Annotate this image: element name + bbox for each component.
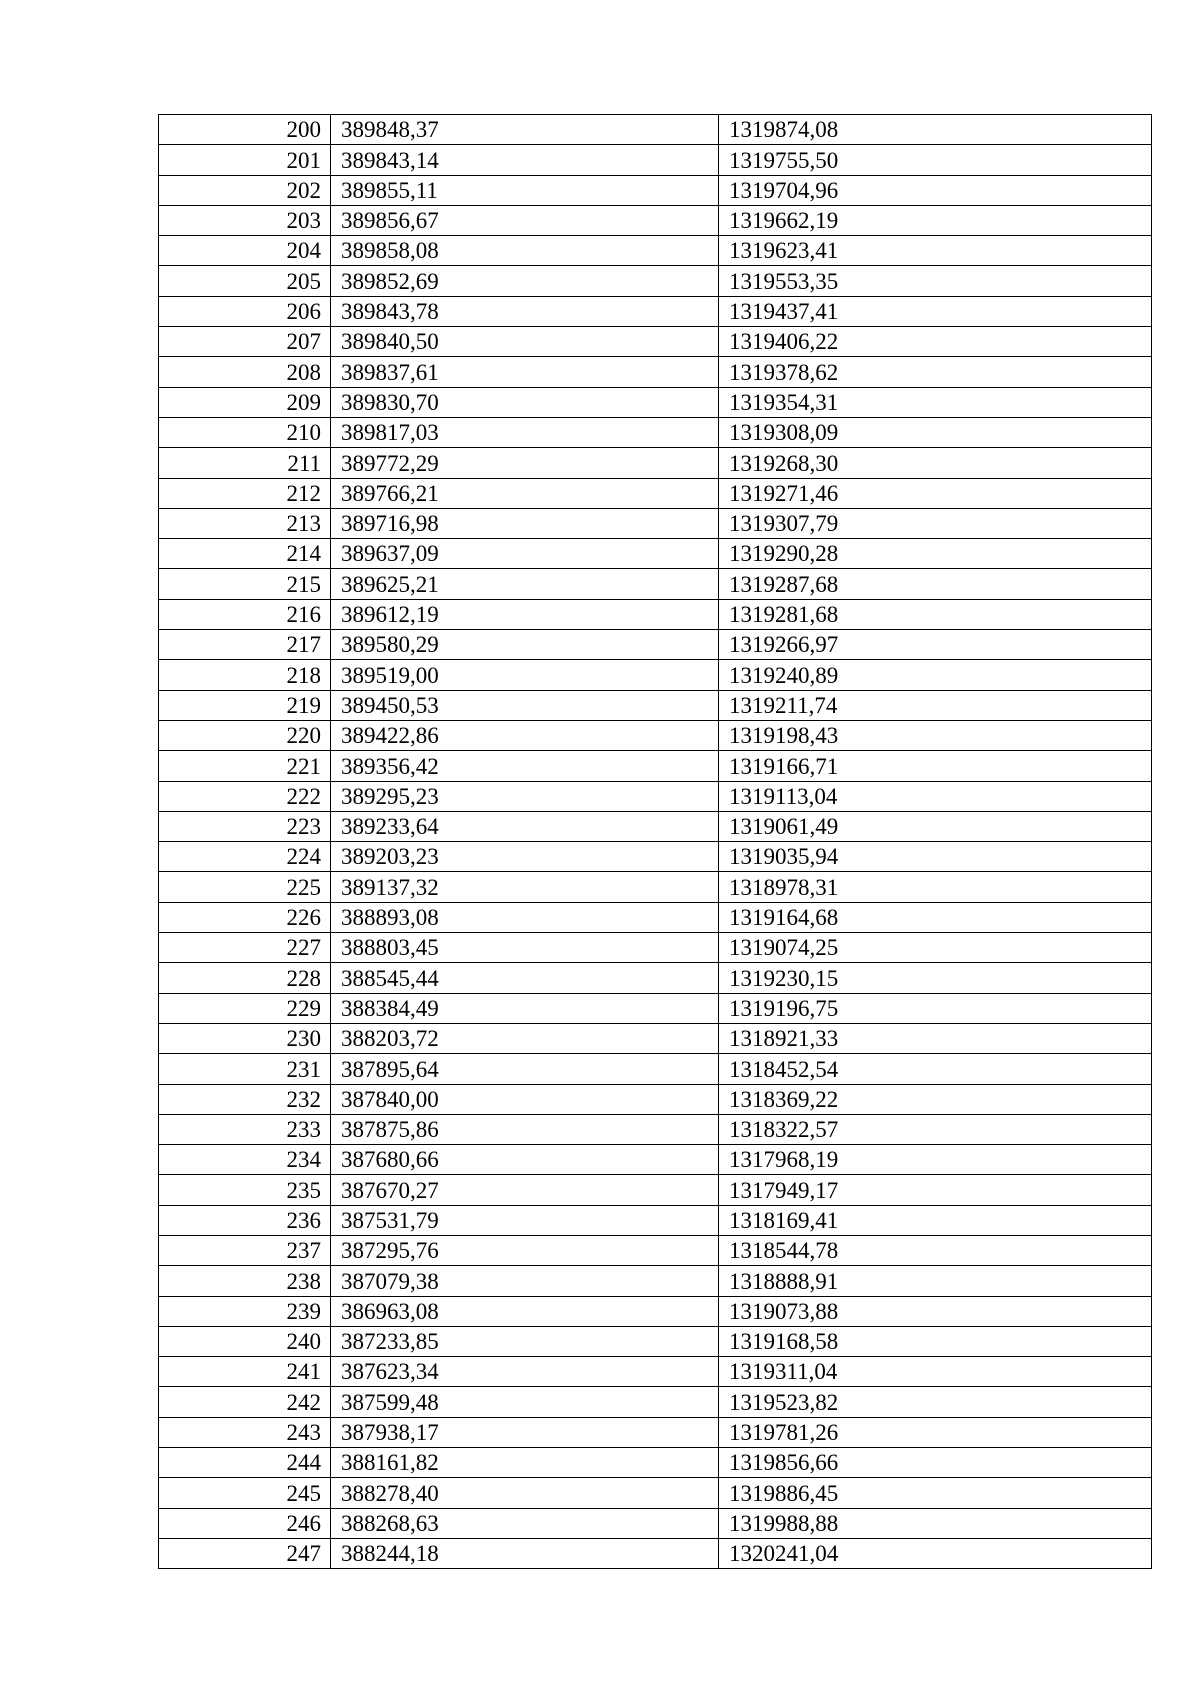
point-number-cell: 232 <box>159 1084 331 1114</box>
point-number-cell: 204 <box>159 236 331 266</box>
x-coordinate-cell: 387295,76 <box>331 1235 719 1265</box>
x-coordinate-cell: 389858,08 <box>331 236 719 266</box>
y-coordinate-cell: 1319308,09 <box>719 417 1152 447</box>
y-coordinate-cell: 1319287,68 <box>719 569 1152 599</box>
point-number-cell: 220 <box>159 720 331 750</box>
x-coordinate-cell: 389295,23 <box>331 781 719 811</box>
table-row <box>159 175 1152 205</box>
y-coordinate-cell: 1319035,94 <box>719 842 1152 872</box>
point-number-cell: 208 <box>159 357 331 387</box>
table-row <box>159 1205 1152 1235</box>
x-coordinate-cell: 389848,37 <box>331 115 719 145</box>
table-row <box>159 690 1152 720</box>
table-row <box>159 720 1152 750</box>
table-row <box>159 1054 1152 1084</box>
y-coordinate-cell: 1319196,75 <box>719 993 1152 1023</box>
point-number-cell: 244 <box>159 1448 331 1478</box>
y-coordinate-cell: 1319354,31 <box>719 387 1152 417</box>
point-number-cell: 226 <box>159 902 331 932</box>
x-coordinate-cell: 389422,86 <box>331 720 719 750</box>
x-coordinate-cell: 387623,34 <box>331 1357 719 1387</box>
table-row <box>159 993 1152 1023</box>
y-coordinate-cell: 1319198,43 <box>719 720 1152 750</box>
x-coordinate-cell: 388545,44 <box>331 963 719 993</box>
table-row <box>159 1235 1152 1265</box>
y-coordinate-cell: 1319781,26 <box>719 1417 1152 1447</box>
y-coordinate-cell: 1319553,35 <box>719 266 1152 296</box>
x-coordinate-cell: 387840,00 <box>331 1084 719 1114</box>
y-coordinate-cell: 1319074,25 <box>719 933 1152 963</box>
x-coordinate-cell: 387875,86 <box>331 1114 719 1144</box>
x-coordinate-cell: 388384,49 <box>331 993 719 1023</box>
table-row <box>159 539 1152 569</box>
x-coordinate-cell: 389137,32 <box>331 872 719 902</box>
point-number-cell: 210 <box>159 417 331 447</box>
x-coordinate-cell: 388161,82 <box>331 1448 719 1478</box>
table-row <box>159 508 1152 538</box>
y-coordinate-cell: 1319755,50 <box>719 145 1152 175</box>
y-coordinate-cell: 1319281,68 <box>719 599 1152 629</box>
x-coordinate-cell: 387233,85 <box>331 1326 719 1356</box>
point-number-cell: 243 <box>159 1417 331 1447</box>
y-coordinate-cell: 1319378,62 <box>719 357 1152 387</box>
point-number-cell: 211 <box>159 448 331 478</box>
x-coordinate-cell: 389817,03 <box>331 417 719 447</box>
point-number-cell: 216 <box>159 599 331 629</box>
point-number-cell: 219 <box>159 690 331 720</box>
y-coordinate-cell: 1318169,41 <box>719 1205 1152 1235</box>
table-row <box>159 448 1152 478</box>
x-coordinate-cell: 389612,19 <box>331 599 719 629</box>
x-coordinate-cell: 389625,21 <box>331 569 719 599</box>
table-row <box>159 751 1152 781</box>
table-row <box>159 963 1152 993</box>
point-number-cell: 215 <box>159 569 331 599</box>
y-coordinate-cell: 1319886,45 <box>719 1478 1152 1508</box>
table-row <box>159 236 1152 266</box>
table-row <box>159 478 1152 508</box>
y-coordinate-cell: 1318452,54 <box>719 1054 1152 1084</box>
table-row <box>159 1478 1152 1508</box>
table-row <box>159 1326 1152 1356</box>
point-number-cell: 203 <box>159 205 331 235</box>
point-number-cell: 218 <box>159 660 331 690</box>
x-coordinate-cell: 389843,14 <box>331 145 719 175</box>
y-coordinate-cell: 1319266,97 <box>719 630 1152 660</box>
x-coordinate-cell: 389766,21 <box>331 478 719 508</box>
y-coordinate-cell: 1319290,28 <box>719 539 1152 569</box>
x-coordinate-cell: 387531,79 <box>331 1205 719 1235</box>
x-coordinate-cell: 389840,50 <box>331 327 719 357</box>
table-row <box>159 872 1152 902</box>
point-number-cell: 241 <box>159 1357 331 1387</box>
y-coordinate-cell: 1320241,04 <box>719 1538 1152 1568</box>
point-number-cell: 233 <box>159 1114 331 1144</box>
point-number-cell: 206 <box>159 296 331 326</box>
y-coordinate-cell: 1319406,22 <box>719 327 1152 357</box>
point-number-cell: 225 <box>159 872 331 902</box>
table-row <box>159 1296 1152 1326</box>
x-coordinate-cell: 389852,69 <box>331 266 719 296</box>
table-row <box>159 1538 1152 1568</box>
y-coordinate-cell: 1319311,04 <box>719 1357 1152 1387</box>
point-number-cell: 224 <box>159 842 331 872</box>
y-coordinate-cell: 1319307,79 <box>719 508 1152 538</box>
table-row <box>159 296 1152 326</box>
point-number-cell: 221 <box>159 751 331 781</box>
table-row <box>159 1084 1152 1114</box>
table-row <box>159 599 1152 629</box>
table-row <box>159 569 1152 599</box>
y-coordinate-cell: 1319061,49 <box>719 811 1152 841</box>
table-row <box>159 115 1152 145</box>
point-number-cell: 200 <box>159 115 331 145</box>
point-number-cell: 236 <box>159 1205 331 1235</box>
x-coordinate-cell: 389843,78 <box>331 296 719 326</box>
table-row <box>159 266 1152 296</box>
x-coordinate-cell: 387680,66 <box>331 1145 719 1175</box>
point-number-cell: 237 <box>159 1235 331 1265</box>
point-number-cell: 238 <box>159 1266 331 1296</box>
x-coordinate-cell: 389772,29 <box>331 448 719 478</box>
point-number-cell: 205 <box>159 266 331 296</box>
y-coordinate-cell: 1319623,41 <box>719 236 1152 266</box>
point-number-cell: 201 <box>159 145 331 175</box>
table-row <box>159 1387 1152 1417</box>
table-row <box>159 811 1152 841</box>
point-number-cell: 209 <box>159 387 331 417</box>
table-row <box>159 145 1152 175</box>
table-row <box>159 205 1152 235</box>
point-number-cell: 213 <box>159 508 331 538</box>
y-coordinate-cell: 1319113,04 <box>719 781 1152 811</box>
y-coordinate-cell: 1317949,17 <box>719 1175 1152 1205</box>
y-coordinate-cell: 1317968,19 <box>719 1145 1152 1175</box>
x-coordinate-cell: 388244,18 <box>331 1538 719 1568</box>
point-number-cell: 212 <box>159 478 331 508</box>
x-coordinate-cell: 387670,27 <box>331 1175 719 1205</box>
x-coordinate-cell: 389837,61 <box>331 357 719 387</box>
y-coordinate-cell: 1318322,57 <box>719 1114 1152 1144</box>
x-coordinate-cell: 388278,40 <box>331 1478 719 1508</box>
y-coordinate-cell: 1319704,96 <box>719 175 1152 205</box>
point-number-cell: 245 <box>159 1478 331 1508</box>
table-row <box>159 1175 1152 1205</box>
table-row <box>159 327 1152 357</box>
x-coordinate-cell: 389450,53 <box>331 690 719 720</box>
y-coordinate-cell: 1319164,68 <box>719 902 1152 932</box>
x-coordinate-cell: 388803,45 <box>331 933 719 963</box>
point-number-cell: 230 <box>159 1023 331 1053</box>
point-number-cell: 227 <box>159 933 331 963</box>
point-number-cell: 223 <box>159 811 331 841</box>
x-coordinate-cell: 389830,70 <box>331 387 719 417</box>
y-coordinate-cell: 1319988,88 <box>719 1508 1152 1538</box>
point-number-cell: 229 <box>159 993 331 1023</box>
x-coordinate-cell: 389519,00 <box>331 660 719 690</box>
table-row <box>159 902 1152 932</box>
table-row <box>159 1266 1152 1296</box>
table-row <box>159 842 1152 872</box>
x-coordinate-cell: 386963,08 <box>331 1296 719 1326</box>
y-coordinate-cell: 1318544,78 <box>719 1235 1152 1265</box>
point-number-cell: 240 <box>159 1326 331 1356</box>
x-coordinate-cell: 389637,09 <box>331 539 719 569</box>
table-row <box>159 1508 1152 1538</box>
y-coordinate-cell: 1318369,22 <box>719 1084 1152 1114</box>
table-row <box>159 933 1152 963</box>
table-row <box>159 1357 1152 1387</box>
table-row <box>159 781 1152 811</box>
point-number-cell: 228 <box>159 963 331 993</box>
coordinates-table-body <box>159 115 1152 1569</box>
y-coordinate-cell: 1319271,46 <box>719 478 1152 508</box>
point-number-cell: 214 <box>159 539 331 569</box>
x-coordinate-cell: 388893,08 <box>331 902 719 932</box>
y-coordinate-cell: 1319240,89 <box>719 660 1152 690</box>
point-number-cell: 222 <box>159 781 331 811</box>
x-coordinate-cell: 387895,64 <box>331 1054 719 1084</box>
y-coordinate-cell: 1319073,88 <box>719 1296 1152 1326</box>
y-coordinate-cell: 1318978,31 <box>719 872 1152 902</box>
y-coordinate-cell: 1319211,74 <box>719 690 1152 720</box>
x-coordinate-cell: 387079,38 <box>331 1266 719 1296</box>
y-coordinate-cell: 1319166,71 <box>719 751 1152 781</box>
table-row <box>159 357 1152 387</box>
x-coordinate-cell: 389233,64 <box>331 811 719 841</box>
x-coordinate-cell: 389855,11 <box>331 175 719 205</box>
table-row <box>159 1448 1152 1478</box>
x-coordinate-cell: 389856,67 <box>331 205 719 235</box>
x-coordinate-cell: 389716,98 <box>331 508 719 538</box>
point-number-cell: 247 <box>159 1538 331 1568</box>
y-coordinate-cell: 1319268,30 <box>719 448 1152 478</box>
table-row <box>159 417 1152 447</box>
y-coordinate-cell: 1319437,41 <box>719 296 1152 326</box>
x-coordinate-cell: 389203,23 <box>331 842 719 872</box>
x-coordinate-cell: 387938,17 <box>331 1417 719 1447</box>
point-number-cell: 234 <box>159 1145 331 1175</box>
table-row <box>159 1145 1152 1175</box>
y-coordinate-cell: 1318888,91 <box>719 1266 1152 1296</box>
table-row <box>159 630 1152 660</box>
point-number-cell: 207 <box>159 327 331 357</box>
y-coordinate-cell: 1319168,58 <box>719 1326 1152 1356</box>
point-number-cell: 242 <box>159 1387 331 1417</box>
x-coordinate-cell: 388203,72 <box>331 1023 719 1053</box>
table-row <box>159 1114 1152 1144</box>
coordinates-table <box>158 114 1152 1569</box>
point-number-cell: 235 <box>159 1175 331 1205</box>
y-coordinate-cell: 1318921,33 <box>719 1023 1152 1053</box>
table-row <box>159 660 1152 690</box>
y-coordinate-cell: 1319874,08 <box>719 115 1152 145</box>
x-coordinate-cell: 389580,29 <box>331 630 719 660</box>
table-row <box>159 1023 1152 1053</box>
y-coordinate-cell: 1319230,15 <box>719 963 1152 993</box>
x-coordinate-cell: 387599,48 <box>331 1387 719 1417</box>
point-number-cell: 239 <box>159 1296 331 1326</box>
x-coordinate-cell: 389356,42 <box>331 751 719 781</box>
point-number-cell: 217 <box>159 630 331 660</box>
point-number-cell: 231 <box>159 1054 331 1084</box>
point-number-cell: 202 <box>159 175 331 205</box>
y-coordinate-cell: 1319662,19 <box>719 205 1152 235</box>
table-row <box>159 387 1152 417</box>
point-number-cell: 246 <box>159 1508 331 1538</box>
y-coordinate-cell: 1319523,82 <box>719 1387 1152 1417</box>
table-row <box>159 1417 1152 1447</box>
y-coordinate-cell: 1319856,66 <box>719 1448 1152 1478</box>
x-coordinate-cell: 388268,63 <box>331 1508 719 1538</box>
